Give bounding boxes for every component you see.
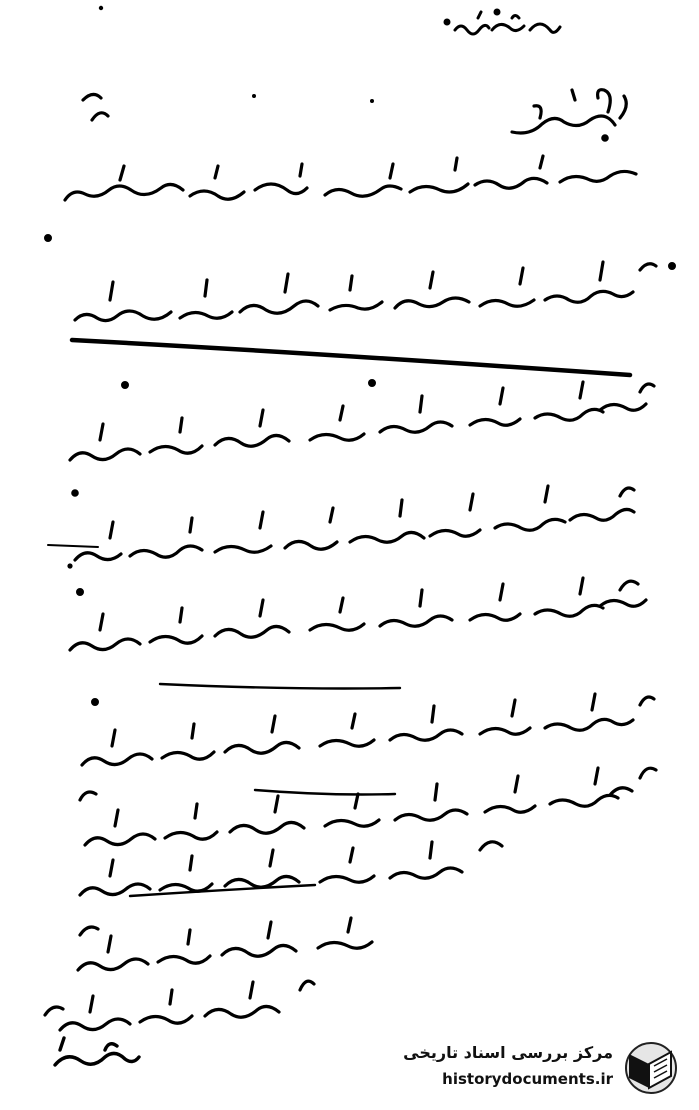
handwriting-line-4 bbox=[72, 262, 674, 375]
archive-watermark bbox=[403, 1040, 681, 1096]
handwriting-line-1 bbox=[445, 10, 560, 34]
handwriting-line-6 bbox=[48, 486, 634, 560]
open-book-logo-icon bbox=[619, 1040, 681, 1096]
handwriting-line-7 bbox=[70, 578, 646, 689]
watermark-title: مرکز بررسی اسناد تاریخی bbox=[403, 1043, 613, 1062]
handwriting-line-12 bbox=[45, 981, 314, 1030]
handwriting-line-2 bbox=[83, 90, 626, 141]
handwriting-line-10 bbox=[80, 842, 502, 896]
handwriting-line-9 bbox=[80, 768, 656, 845]
watermark-url: historydocuments.ir bbox=[442, 1070, 613, 1088]
handwriting-line-8 bbox=[82, 694, 654, 795]
handwriting-signature bbox=[55, 1038, 139, 1065]
handwriting-line-11 bbox=[78, 918, 372, 970]
handwriting-line-3 bbox=[46, 156, 636, 240]
handwriting-line-5 bbox=[70, 381, 654, 460]
